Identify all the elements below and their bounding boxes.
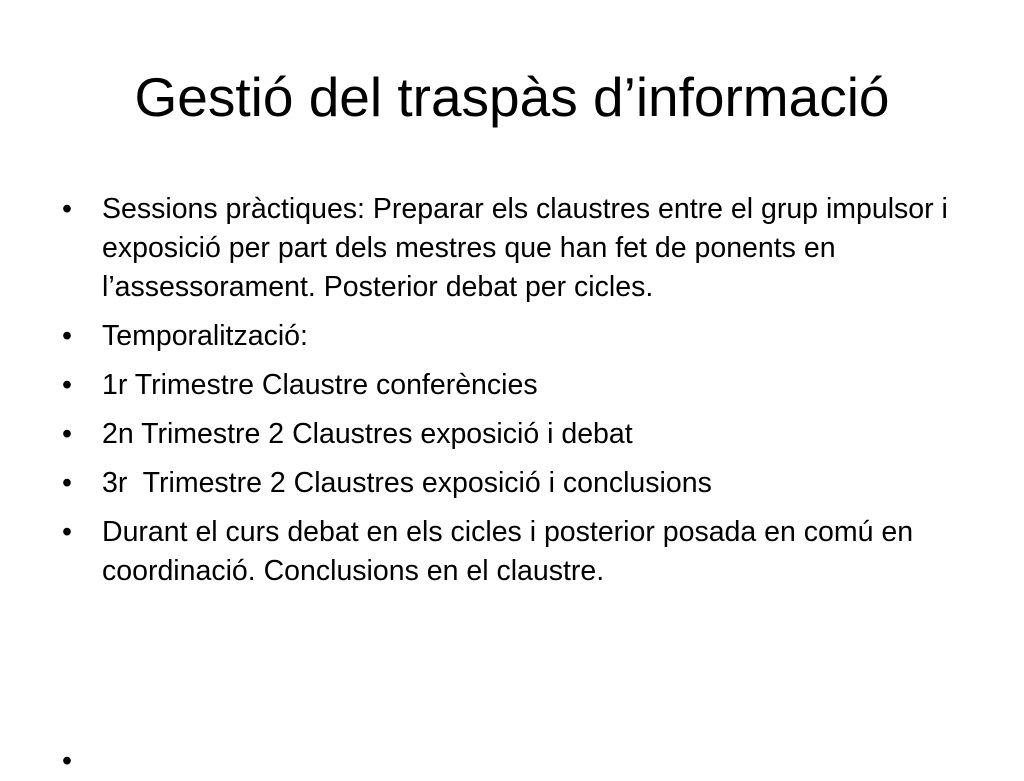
- bullet-icon: •: [62, 369, 72, 401]
- bullet-list: [62, 190, 962, 601]
- list-item-text: 3r Trimestre 2 Claustres exposició i conclusions: [102, 467, 712, 499]
- list-item: [62, 190, 962, 307]
- bullet-icon: •: [62, 516, 72, 548]
- bullet-icon: •: [62, 320, 72, 352]
- list-item: [62, 513, 962, 591]
- list-item: [62, 415, 962, 454]
- list-item: [62, 464, 962, 503]
- list-item-text: 2n Trimestre 2 Claustres exposició i debat: [102, 418, 633, 450]
- slide-title: Gestió del traspàs d’informació: [134, 66, 890, 128]
- list-item-text: Durant el curs debat en els cicles i posterior posada en comú en coordinació. Conclusions en el claustre.: [102, 516, 914, 587]
- bullet-icon: •: [62, 467, 72, 499]
- list-item: [62, 317, 962, 356]
- bullet-icon: •: [62, 418, 72, 450]
- list-item-text: Sessions pràctiques: Preparar els claustres entre el grup impulsor i exposició per part dels mestres que han fet de ponents en l’assessorament. Posterior debat per cicles.: [102, 193, 948, 303]
- list-item: [62, 366, 962, 405]
- list-item-text: Temporalització:: [102, 320, 308, 352]
- empty-bullet-icon: •: [62, 745, 72, 777]
- list-item-text: 1r Trimestre Claustre conferències: [102, 369, 538, 401]
- bullet-icon: •: [62, 193, 72, 225]
